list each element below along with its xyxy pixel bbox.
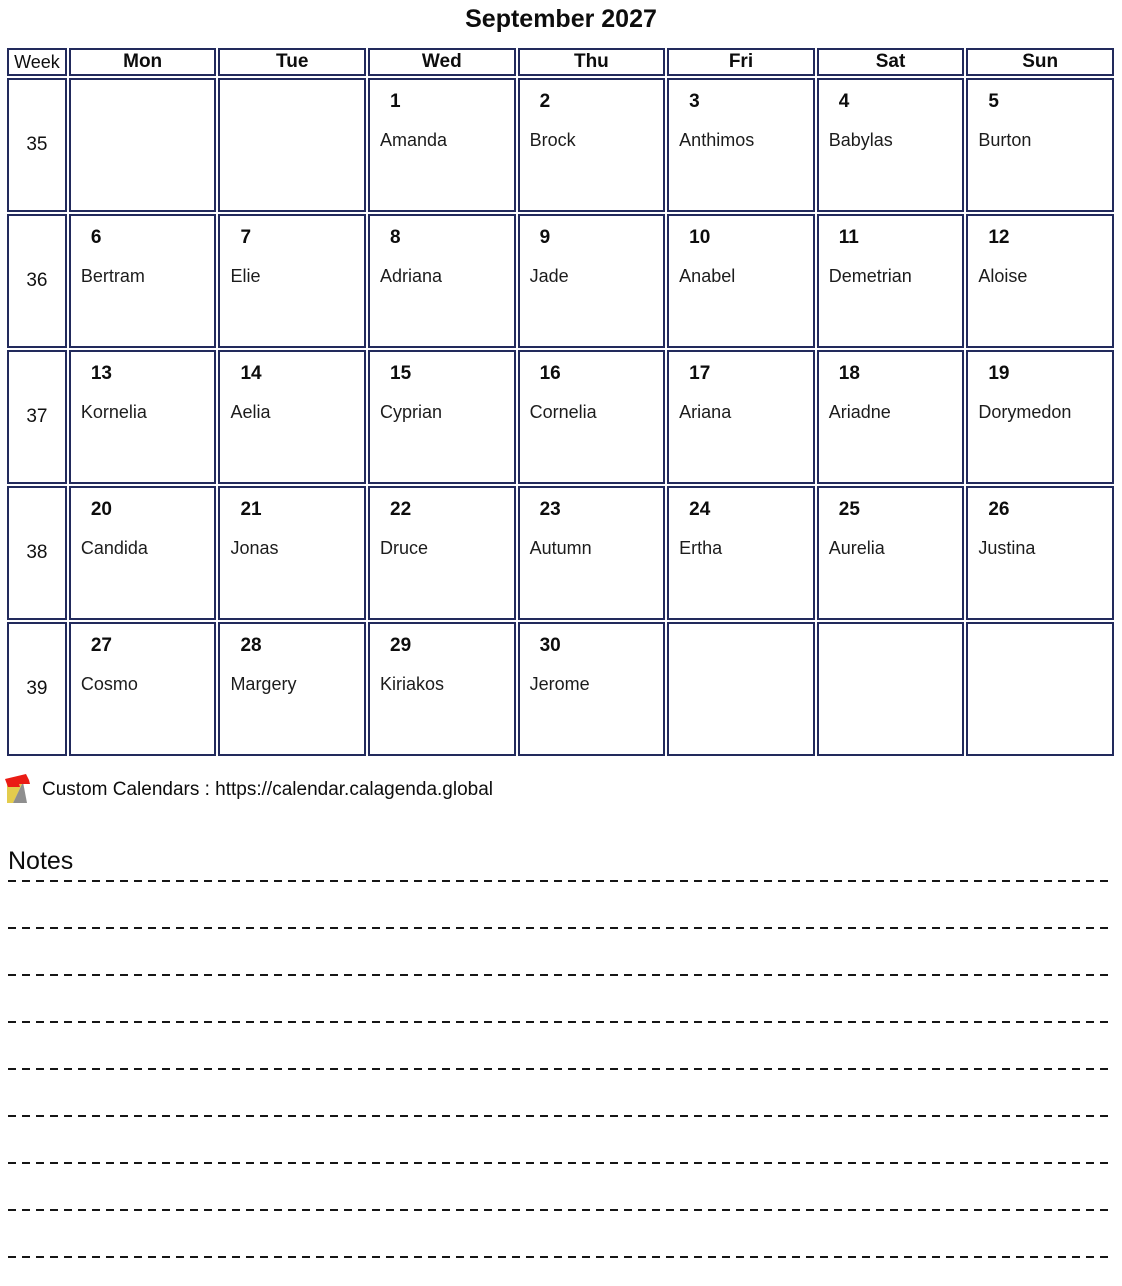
note-line <box>8 1164 1114 1211</box>
week-row-37 <box>7 350 1114 484</box>
day-cell <box>966 486 1114 620</box>
day-cell <box>667 622 815 756</box>
week-row-35 <box>7 78 1114 212</box>
day-number: 30 <box>539 635 561 656</box>
day-cell <box>218 78 366 212</box>
notes-section <box>8 847 1114 1258</box>
day-name: Babylas <box>828 130 893 150</box>
day-number: 24 <box>689 499 711 520</box>
day-name: Ertha <box>679 538 723 558</box>
note-line <box>8 882 1114 929</box>
day-number: 7 <box>240 227 252 248</box>
day-name: Amanda <box>380 130 448 150</box>
week-number: 38 <box>7 486 67 620</box>
week-number: 37 <box>7 350 67 484</box>
day-number: 4 <box>838 91 850 112</box>
day-number: 3 <box>689 91 700 112</box>
day-number: 23 <box>539 499 561 520</box>
day-number <box>240 91 360 113</box>
day-name: Jade <box>529 266 569 286</box>
day-number <box>689 635 809 657</box>
day-name: Cyprian <box>380 402 443 422</box>
day-cell <box>69 214 217 348</box>
day-name: Jerome <box>529 674 590 694</box>
day-number: 9 <box>539 227 551 248</box>
day-cell <box>966 350 1114 484</box>
footer <box>5 773 1122 807</box>
day-number <box>988 635 1108 657</box>
day-name: Anthimos <box>679 130 755 150</box>
day-name: Aloise <box>978 266 1028 286</box>
day-cell <box>368 486 516 620</box>
day-number: 17 <box>689 363 711 384</box>
day-number: 10 <box>689 227 711 248</box>
day-cell <box>218 214 366 348</box>
day-number: 12 <box>988 227 1010 248</box>
day-header-wed: Wed <box>368 48 516 76</box>
day-number <box>91 91 211 113</box>
day-name: Margery <box>230 674 297 694</box>
day-cell <box>69 486 217 620</box>
day-cell <box>667 214 815 348</box>
day-name: Dorymedon <box>978 402 1072 422</box>
day-cell <box>69 622 217 756</box>
calendar-body <box>7 78 1114 756</box>
day-cell <box>518 622 666 756</box>
day-number: 8 <box>390 227 401 248</box>
notes-heading: Notes <box>8 847 74 875</box>
day-number: 28 <box>240 635 262 656</box>
day-cell <box>966 622 1114 756</box>
day-number: 29 <box>390 635 412 656</box>
note-line <box>8 875 1114 882</box>
day-cell <box>368 214 516 348</box>
note-line <box>8 929 1114 976</box>
day-cell <box>817 214 965 348</box>
day-cell <box>218 350 366 484</box>
calendar-page <box>0 4 1122 1286</box>
day-header-fri: Fri <box>667 48 815 76</box>
day-number: 14 <box>240 363 262 384</box>
day-header-thu: Thu <box>518 48 666 76</box>
day-name: Adriana <box>380 266 443 286</box>
day-cell <box>518 78 666 212</box>
week-row-39 <box>7 622 1114 756</box>
day-number: 19 <box>988 363 1010 384</box>
day-number: 6 <box>90 227 102 248</box>
week-number: 39 <box>7 622 67 756</box>
day-cell <box>368 350 516 484</box>
day-cell <box>667 350 815 484</box>
day-name: Anabel <box>679 266 736 286</box>
calendar-title: September 2027 <box>465 5 657 33</box>
day-number: 13 <box>90 363 112 384</box>
day-number: 5 <box>988 91 999 112</box>
day-cell <box>518 214 666 348</box>
day-cell <box>69 78 217 212</box>
day-name: Aurelia <box>828 538 885 558</box>
day-name: Justina <box>978 538 1036 558</box>
note-line <box>8 976 1114 1023</box>
day-name: Aelia <box>230 402 271 422</box>
note-line <box>8 1070 1114 1117</box>
calendar-table <box>5 46 1116 758</box>
day-number: 26 <box>988 499 1010 520</box>
day-number: 15 <box>390 363 412 384</box>
note-line <box>8 1211 1114 1258</box>
week-row-36 <box>7 214 1114 348</box>
day-cell <box>817 350 965 484</box>
day-number: 20 <box>90 499 112 520</box>
day-header-sat: Sat <box>817 48 965 76</box>
day-cell <box>966 214 1114 348</box>
week-number: 36 <box>7 214 67 348</box>
notes-lines <box>8 875 1114 1258</box>
day-name: Cornelia <box>529 402 597 422</box>
day-name: Kornelia <box>80 402 147 422</box>
day-header-tue: Tue <box>218 48 366 76</box>
footer-credit-text: Custom Calendars : https://calendar.calagenda.global <box>42 779 493 800</box>
day-name: Kiriakos <box>380 674 445 694</box>
day-name: Ariana <box>679 402 732 422</box>
day-name: Demetrian <box>828 266 912 286</box>
day-cell <box>667 486 815 620</box>
day-cell <box>817 78 965 212</box>
day-header-mon: Mon <box>69 48 217 76</box>
day-number: 2 <box>539 91 551 112</box>
day-cell <box>368 78 516 212</box>
day-number: 22 <box>390 499 412 520</box>
day-name: Cosmo <box>80 674 138 694</box>
day-number: 18 <box>838 363 860 384</box>
day-cell <box>518 350 666 484</box>
calagenda-note-icon <box>5 774 32 806</box>
day-number: 21 <box>240 499 262 520</box>
day-name: Ariadne <box>828 402 891 422</box>
day-cell <box>518 486 666 620</box>
day-name: Candida <box>80 538 148 558</box>
note-line <box>8 1023 1114 1070</box>
day-number <box>839 635 959 657</box>
week-number: 35 <box>7 78 67 212</box>
day-number: 1 <box>390 91 401 112</box>
calendar-header <box>7 48 1114 76</box>
day-name: Druce <box>380 538 429 558</box>
day-number: 25 <box>838 499 860 520</box>
day-name: Elie <box>230 266 261 286</box>
day-name: Jonas <box>230 538 279 558</box>
calendar-header-row <box>7 48 1114 76</box>
day-cell <box>218 622 366 756</box>
week-row-38 <box>7 486 1114 620</box>
day-cell <box>69 350 217 484</box>
day-number: 27 <box>90 635 112 656</box>
day-cell <box>368 622 516 756</box>
day-cell <box>218 486 366 620</box>
day-name: Brock <box>529 130 576 150</box>
week-column-header: Week <box>7 48 67 76</box>
day-number: 11 <box>838 227 859 248</box>
day-cell <box>817 622 965 756</box>
day-number: 16 <box>539 363 561 384</box>
day-name: Autumn <box>529 538 592 558</box>
day-cell <box>667 78 815 212</box>
day-name: Bertram <box>80 266 145 286</box>
day-cell <box>817 486 965 620</box>
note-line <box>8 1117 1114 1164</box>
day-header-sun: Sun <box>966 48 1114 76</box>
day-cell <box>966 78 1114 212</box>
day-name: Burton <box>978 130 1032 150</box>
